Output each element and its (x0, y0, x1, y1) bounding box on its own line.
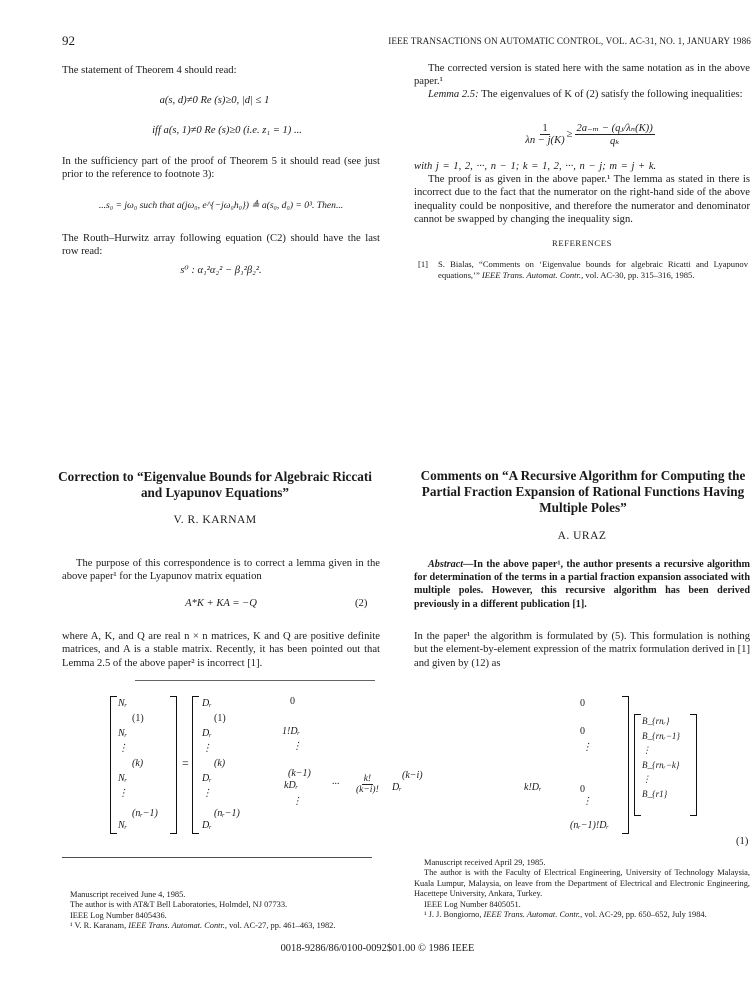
corrected-version-paragraph: The corrected version is stated here with the same notation as in the above paper.¹ (414, 63, 750, 88)
lemma-text: The eigenvalues of K of (2) satisfy the following inequalities: (478, 89, 743, 100)
footnote-reference (414, 910, 750, 920)
footnote-affiliation: The author is with the Faculty of Electrical Engineering, University of Technology Malaysia, Kuala Lumpur, Malaysia, on leave from the Department of Electrical and Electronic Engineering, Hacettepe University, Ankara, Turkey. (414, 868, 750, 899)
matrix-binomial-sup: (k−i) (402, 770, 423, 781)
b-dots: ⋮ (642, 745, 651, 755)
lemma-inequality (480, 122, 700, 147)
equation-routh-row: s⁰ : α₁²α₂² − β₁²β₂². (180, 265, 262, 276)
b-entry: B_{rnᵣ−1} (642, 730, 680, 741)
matrix-last-col-r5: (nᵣ−1)!Dᵣ (570, 820, 609, 831)
lhs-dots: ⋮ (118, 743, 128, 754)
reference-details: , vol. AC-30, pp. 315–316, 1985. (581, 270, 695, 280)
matrix-bracket-right (622, 696, 629, 834)
lhs-sup: (1) (132, 713, 144, 724)
running-header: IEEE TRANSACTIONS ON AUTOMATIC CONTROL, VOL. AC-31, NO. 1, JANUARY 1986 (388, 36, 751, 46)
lhs-sup: (k) (132, 758, 144, 769)
author-karnam: V. R. KARNAM (173, 514, 257, 526)
matrix-entry: Dᵣ (202, 728, 212, 739)
lhs-entry: Nᵣ (118, 773, 128, 784)
rhs-numerator: 2a₋ₘ − (qⱼ/λₙ(K)) (576, 123, 653, 134)
equals-sign: = (182, 756, 189, 770)
routh-hurwitz-paragraph: The Routh–Hurwitz array following equation (C2) should have the last row read: (62, 233, 380, 258)
matrix-binomial-term (356, 774, 379, 795)
matrix-last-col-r4: ⋮ (582, 796, 592, 807)
footnotes-left (70, 890, 390, 932)
reference-text (438, 259, 748, 281)
algorithm-paragraph: In the paper¹ the algorithm is formulated by (5). This formulation is nothing but the element-by-element expression of the matrix formulation derived in [1] and given by (12) as (414, 631, 750, 669)
footnote-ref-journal: IEEE Trans. Automat. Contr. (128, 921, 225, 931)
matrix-sup: (1) (214, 713, 226, 724)
binomial-numerator: k! (363, 774, 372, 784)
equation-theorem4-a: a(s, d)≠0 Re (s)≥0, |d| ≤ 1 (159, 95, 270, 106)
matrix-last-col-r0: 0 (580, 698, 585, 709)
b-vector (642, 714, 680, 801)
footnote-affiliation: The author is with AT&T Bell Laboratories, Holmdel, NJ 07733. (70, 900, 288, 910)
matrix-col-1 (202, 696, 226, 801)
matrix-bracket-left (192, 696, 199, 834)
matrix-col-2-r1: 1!Dᵣ (282, 726, 301, 737)
rhs-denominator: qₖ (610, 136, 620, 147)
footnote-ref-author: ¹ J. J. Bongiorno, (424, 910, 484, 920)
matrix-entry: Dᵣ (202, 698, 212, 709)
abstract-text: —In the above paper¹, the author presents a recursive algorithm for determination of the terms in a partial fraction expansion associated with multiple poles. However, this recursive algorithm has been derived previously in a different publication [1]. (414, 559, 750, 610)
footnote-log: IEEE Log Number 8405051. (424, 899, 521, 909)
reference-journal: IEEE Trans. Automat. Contr. (481, 270, 582, 280)
footnote-log: IEEE Log Number 8405436. (70, 910, 167, 920)
lhs-entry: Nᵣ (118, 728, 128, 739)
b-entry: B_{rnᵣ−k} (642, 759, 680, 770)
article-title-comments: Comments on “A Recursive Algorithm for Computing the Partial Fraction Expansion of Rational Functions Having Multiple Poles” (420, 468, 746, 515)
footnote-divider-left (62, 857, 372, 858)
theorem5-paragraph: In the sufficiency part of the proof of Theorem 5 it should read (see just prior to the reference to footnote 3): (62, 156, 380, 181)
matrix-sup-last: (nᵣ−1) (214, 808, 240, 819)
matrix-entry: Dᵣ (202, 773, 212, 784)
matrix-entry-last: Dᵣ (202, 820, 212, 831)
lemma-label: Lemma 2.5: (428, 89, 479, 100)
proof-paragraph: The proof is as given in the above paper.¹ The lemma as stated in there is incorrect due to the fact that the numerator on the right-hand side of the above inequality could be nonpositive, and therefore the numerator and denominator cannot be swapped by changing the inequality sign. (414, 174, 750, 225)
equation-theorem4-b: iff a(s, 1)≠0 Re (s)≥0 (i.e. z₁ = 1) ... (152, 125, 302, 136)
matrix-last-col-r3: 0 (580, 784, 585, 795)
theorem4-intro: The statement of Theorem 4 should read: (62, 65, 237, 76)
page-number: 92 (62, 33, 75, 48)
lhs-vector (118, 696, 178, 801)
equation-number-1: (1) (736, 836, 749, 847)
inequality-sign: ≥ (566, 129, 573, 140)
matrix-col-2-r5: ⋮ (292, 796, 302, 807)
footnote-ref-details: , vol. AC-29, pp. 650–652, July 1984. (580, 910, 707, 920)
reference-label: [1] (418, 259, 429, 269)
matrix-dots: ⋮ (202, 788, 212, 799)
copyright-footer: 0018-9286/86/0100-0092$01.00 © 1986 IEEE (280, 943, 475, 954)
matrix-col-2-r4: kDᵣ (284, 780, 299, 791)
equation-theorem5: ...s₀ = jω₀ such that a(jω₀, e^{−jω₀h₀}) ≜ a(s₀, d₀) = 0³. Then... (98, 200, 344, 211)
lhs-denominator: λn − j(K) (525, 135, 565, 146)
matrix-definition-paragraph: where A, K, and Q are real n × n matrices, K and Q are positive definite matrices, and A is a stable matrix. Recently, it has been pointed out that Lemma 2.5 of the above paper² is incorrect [1]. (62, 631, 380, 669)
reference-item (418, 259, 748, 281)
author-uraz: A. URAZ (557, 530, 607, 542)
footnotes-right (414, 858, 750, 920)
matrix-col-2-r2: ⋮ (292, 741, 302, 752)
matrix-kd-entry: k!Dᵣ (524, 782, 542, 793)
footnote-ref-author: ¹ V. R. Karanam, (70, 921, 129, 931)
matrix-binomial-d: Dᵣ (392, 782, 402, 793)
inequality-lhs (525, 123, 564, 146)
b-bracket-right (690, 714, 697, 816)
lhs-sup-last: (nᵣ−1) (132, 808, 158, 819)
matrix-col-2-r0: 0 (290, 696, 295, 707)
reference-authors: S. Bialas, “Comments on ‘Eigenvalue bounds for algebraic Ricatti and Lyapunov equations,’” (438, 259, 748, 280)
matrix-sup: (k) (214, 758, 226, 769)
b-bracket-left (634, 714, 641, 816)
matrix-last-col-r1: 0 (580, 726, 585, 737)
lhs-numerator: 1 (542, 123, 548, 134)
binomial-denominator: (k−i)! (356, 785, 379, 795)
footnote-ref-journal: IEEE Trans. Automat. Contr. (483, 910, 581, 920)
lemma-statement (414, 88, 750, 101)
b-entry: B_{r1} (642, 788, 668, 799)
divider-line (135, 680, 375, 681)
matrix-ellipsis: ... (332, 776, 340, 787)
matrix-equation (110, 696, 750, 846)
article-title-correction: Correction to “Eigenvalue Bounds for Algebraic Riccati and Lyapunov Equations” (58, 469, 372, 500)
purpose-paragraph: The purpose of this correspondence is to correct a lemma given in the above paper¹ for the Lyapunov matrix equation (62, 558, 380, 583)
matrix-last-col-r2: ⋮ (582, 742, 592, 753)
matrix-col-2-r3: (k−1) (288, 768, 311, 779)
lhs-dots: ⋮ (118, 788, 128, 799)
footnote-manuscript: Manuscript received June 4, 1985. (70, 890, 186, 899)
footnote-manuscript: Manuscript received April 29, 1985. (424, 858, 546, 867)
references-heading: REFERENCES (552, 238, 612, 248)
equation-number-2: (2) (355, 598, 368, 609)
lyapunov-equation: A*K + KA = −Q (185, 598, 257, 609)
index-ranges: with j = 1, 2, ···, n − 1; k = 1, 2, ···, n − j; m = j + k. (414, 161, 657, 172)
b-dots: ⋮ (642, 774, 651, 784)
footnote-reference (70, 921, 390, 931)
abstract-label: Abstract (428, 559, 464, 570)
b-entry: B_{rnᵣ} (642, 716, 670, 726)
lhs-entry: Nᵣ (118, 698, 128, 709)
abstract (414, 558, 750, 611)
inequality-rhs (575, 122, 655, 147)
lhs-bracket-left (110, 696, 117, 834)
footnote-ref-details: , vol. AC-27, pp. 461–463, 1982. (224, 921, 336, 931)
lhs-bracket-right (170, 696, 177, 834)
matrix-dots: ⋮ (202, 743, 212, 754)
lhs-entry-last: Nᵣ (118, 820, 128, 831)
